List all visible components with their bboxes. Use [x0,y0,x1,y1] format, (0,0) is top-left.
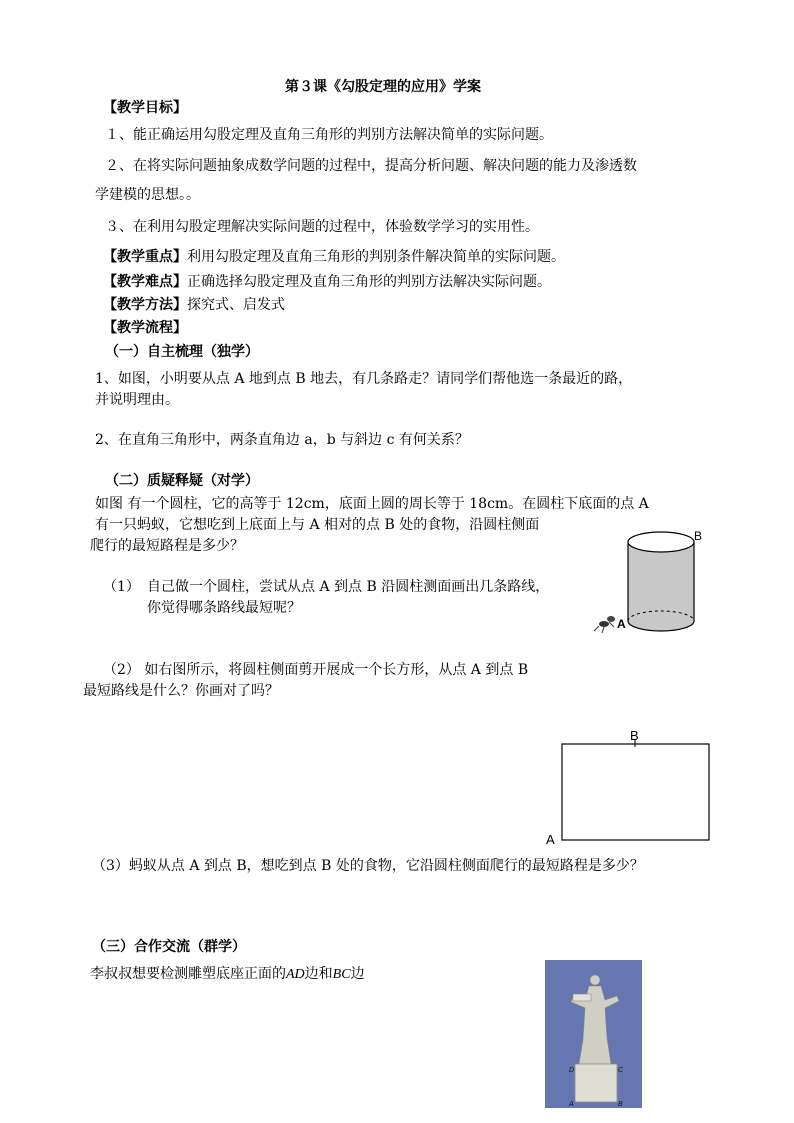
rect-label-a: A [546,832,555,847]
photo-label-a: A [569,1101,574,1108]
rectangle-shape [562,744,709,840]
statue-base [575,1064,617,1102]
cylinder-label-b: B [694,529,703,543]
sub3-question: （3）蚂蚁从点 A 到点 B，想吃到点 B 处的食物，它沿圆柱侧面爬行的最短路程是多少？ [92,858,644,874]
var-bc: BC [332,967,351,982]
ant-icon [594,616,615,633]
cylinder-label-a: A [617,617,626,631]
sub2-line1: （2） 如右图所示，将圆柱侧面剪开展成一个长方形，从点 A 到点 B [103,662,529,678]
photo-label-c: C [618,1067,624,1074]
section3-text [90,965,365,984]
section3-heading: （三）合作交流（群学） [92,939,246,955]
method-row [103,296,285,314]
method-label: 【教学方法】 [103,297,187,313]
objective-2-line2: 学建模的思想。。 [95,187,200,203]
objectives-heading: 【教学目标】 [103,100,187,116]
unrolled-rectangle-figure [540,727,715,849]
flow-heading: 【教学流程】 [103,320,187,336]
key-point-label: 【教学重点】 [103,249,187,265]
section2-intro-line1: 如图 有一个圆柱，它的高等于 12cm，底面上圆的周长等于 18cm。在圆柱下底面的点 A [95,496,649,512]
section1-q2: 2、在直角三角形中，两条直角边 a，b 与斜边 c 有何关系？ [95,432,469,448]
statue-photo [545,960,642,1108]
sub1-number: （1） [103,579,140,595]
method-text: 探究式、启发式 [187,297,285,313]
section1-q1-line1: 1、如图，小明要从点 A 地到点 B 地去，有几条路走？请同学们帮他选一条最近的路， [95,371,633,387]
objective-3: ３、在利用勾股定理解决实际问题的过程中，体验数学学习的实用性。 [105,219,539,235]
objective-1: １、能正确运用勾股定理及直角三角形的判别方法解决简单的实际问题。 [105,127,553,143]
difficulty-label: 【教学难点】 [103,274,187,290]
sub1-line1: 自己做一个圆柱，尝试从点 A 到点 B 沿圆柱测面画出几条路线， [147,579,550,595]
photo-label-b: B [618,1101,623,1108]
section1-heading: （一）自主梳理（独学） [105,344,259,360]
section2-intro-line2: 有一只蚂蚁，它想吃到上底面上与 A 相对的点 B 处的食物，沿圆柱侧面 [95,517,540,533]
section3-text-suffix: 边 [350,966,365,982]
sub2-line2: 最短路线是什么？你画对了吗？ [83,683,279,699]
key-point-row [103,248,565,266]
photo-label-d: D [569,1067,575,1074]
rect-label-b: B [630,728,639,743]
difficulty-row [103,273,551,291]
section3-text-prefix: 李叔叔想要检测雕塑底座正面的 [90,966,286,982]
var-ad: AD [286,967,305,982]
difficulty-text: 正确选择勾股定理及直角三角形的判别方法解决实际问题。 [187,274,551,290]
key-point-text: 利用勾股定理及直角三角形的判别条件解决简单的实际问题。 [187,249,565,265]
cylinder-body [628,532,694,631]
sub1-line2: 你觉得哪条路线最短呢？ [147,600,301,616]
cylinder-figure [590,525,710,640]
section2-heading: （二）质疑释疑（对学） [105,473,259,489]
page-title: 第３课《勾股定理的应用》学案 [285,79,481,95]
objective-2-line1: ２、在将实际问题抽象成数学问题的过程中，提高分析问题、解决问题的能力及渗透数 [105,158,637,174]
section1-q1-line2: 并说明理由。 [95,392,179,408]
section3-text-mid: 边和 [304,966,333,982]
section2-intro-line3: 爬行的最短路程是多少？ [90,538,244,554]
